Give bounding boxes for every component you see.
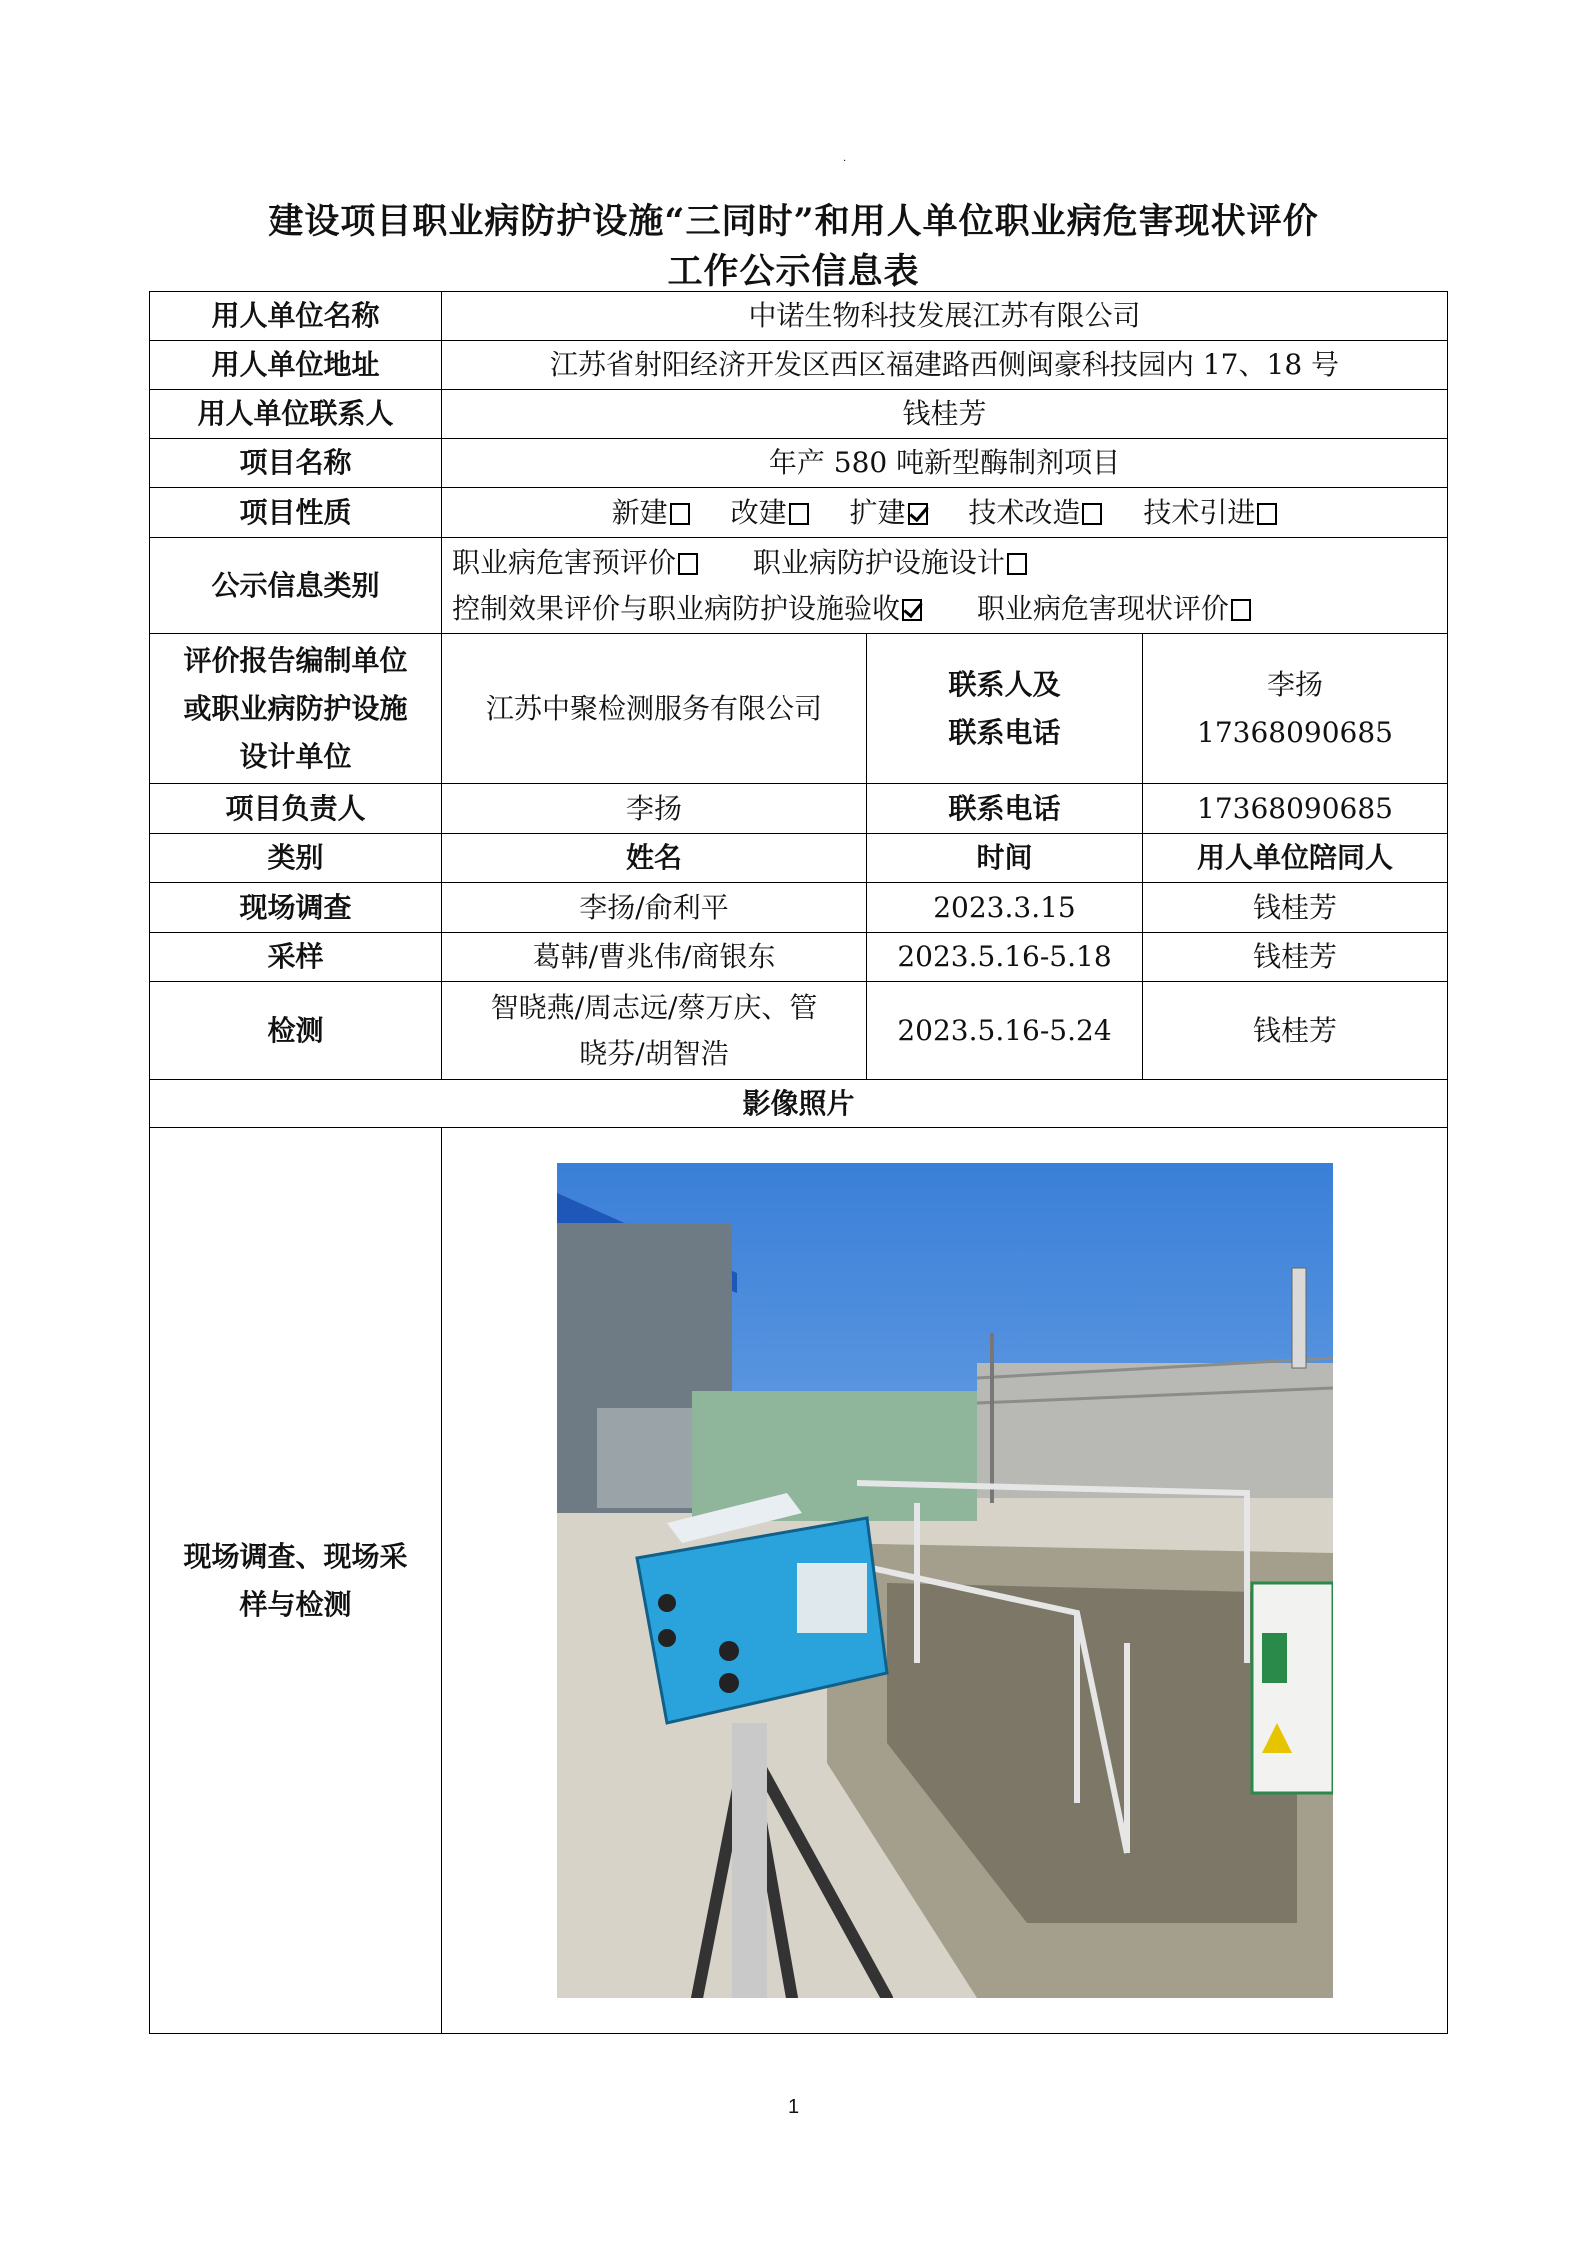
row-info-category — [150, 538, 1448, 634]
green-building — [692, 1391, 977, 1521]
nature-option-tech-upgrade[interactable]: 技术改造 — [968, 496, 1102, 529]
employer-name-label: 用人单位名称 — [150, 292, 442, 341]
lead-phone-value: 17368090685 — [1143, 784, 1448, 834]
info-table — [149, 291, 1448, 2034]
activities-header-row — [150, 834, 1448, 883]
chimney — [1292, 1268, 1306, 1368]
row-employer-contact — [150, 390, 1448, 439]
checkbox-icon[interactable] — [1007, 553, 1027, 575]
header-time: 时间 — [867, 834, 1143, 883]
report-unit-value: 江苏中聚检测服务有限公司 — [442, 634, 867, 784]
project-nature-label: 项目性质 — [150, 488, 442, 538]
header-escort: 用人单位陪同人 — [1143, 834, 1448, 883]
category-option-design[interactable]: 职业病防护设施设计 — [753, 546, 1027, 579]
project-name-label: 项目名称 — [150, 439, 442, 488]
contact-name: 李扬 — [1267, 667, 1324, 701]
row-project-nature — [150, 488, 1448, 538]
lead-phone-label: 联系电话 — [867, 784, 1143, 834]
site-sampling-photo — [557, 1163, 1333, 1998]
checkbox-icon[interactable] — [1082, 503, 1102, 525]
nature-option-expand[interactable]: 扩建 — [850, 496, 928, 529]
row-project-lead — [150, 784, 1448, 834]
far-wall — [977, 1363, 1333, 1498]
safety-sign — [1252, 1583, 1333, 1793]
photo-header-row — [150, 1080, 1448, 1128]
page-mark: · — [843, 156, 847, 167]
checkbox-icon[interactable] — [789, 503, 809, 525]
category-option-status-eval[interactable]: 职业病危害现状评价 — [977, 592, 1251, 625]
checkbox-checked-icon[interactable] — [908, 503, 928, 525]
photo-header: 影像照片 — [150, 1080, 1448, 1128]
nature-option-rebuild[interactable]: 改建 — [731, 496, 809, 529]
employer-contact-value: 钱桂芳 — [442, 390, 1448, 439]
page-subtitle: 工作公示信息表 — [667, 251, 920, 292]
info-category-label: 公示信息类别 — [150, 538, 442, 634]
contact-label: 联系人及 联系电话 — [867, 634, 1143, 784]
contact-value — [1143, 634, 1448, 784]
info-category-options — [442, 538, 1448, 634]
checkbox-icon[interactable] — [678, 553, 698, 575]
photo-cell — [442, 1128, 1448, 2034]
project-lead-label: 项目负责人 — [150, 784, 442, 834]
row-employer-address — [150, 341, 1448, 390]
page-number: 1 — [787, 2096, 800, 2118]
checkbox-icon[interactable] — [670, 503, 690, 525]
photo-label: 现场调查、现场采 样与检测 — [150, 1128, 442, 2034]
project-name-value: 年产 580 吨新型酶制剂项目 — [442, 439, 1448, 488]
employer-address-label: 用人单位地址 — [150, 341, 442, 390]
checkbox-checked-icon[interactable] — [902, 599, 922, 621]
category-option-control-eval[interactable]: 控制效果评价与职业病防护设施验收 — [452, 592, 922, 625]
checkbox-icon[interactable] — [1231, 599, 1251, 621]
checkbox-icon[interactable] — [1257, 503, 1277, 525]
table-row: 现场调查 李扬/俞利平 2023.3.15 钱桂芳 — [150, 883, 1448, 933]
table-row: 检测 智晓燕/周志远/蔡万庆、管 晓芬/胡智浩 2023.5.16-5.24 钱桂芳 — [150, 982, 1448, 1080]
header-category: 类别 — [150, 834, 442, 883]
nature-option-new[interactable]: 新建 — [612, 496, 690, 529]
nature-option-tech-import[interactable]: 技术引进 — [1143, 496, 1277, 529]
contact-phone: 17368090685 — [1197, 715, 1393, 749]
project-nature-options — [442, 488, 1448, 538]
row-report-unit — [150, 634, 1448, 784]
report-unit-label: 评价报告编制单位 或职业病防护设施 设计单位 — [150, 634, 442, 784]
page-title: 建设项目职业病防护设施“三同时”和用人单位职业病危害现状评价 — [268, 201, 1319, 242]
photo-row — [150, 1128, 1448, 2034]
table-row: 采样 葛韩/曹兆伟/商银东 2023.5.16-5.18 钱桂芳 — [150, 933, 1448, 982]
project-lead-value: 李扬 — [442, 784, 867, 834]
row-project-name — [150, 439, 1448, 488]
employer-address-value: 江苏省射阳经济开发区西区福建路西侧闽豪科技园内 17、18 号 — [442, 341, 1448, 390]
header-names: 姓名 — [442, 834, 867, 883]
employer-contact-label: 用人单位联系人 — [150, 390, 442, 439]
category-option-pre-eval[interactable]: 职业病危害预评价 — [452, 546, 698, 579]
row-employer-name — [150, 292, 1448, 341]
employer-name-value: 中诺生物科技发展江苏有限公司 — [442, 292, 1448, 341]
